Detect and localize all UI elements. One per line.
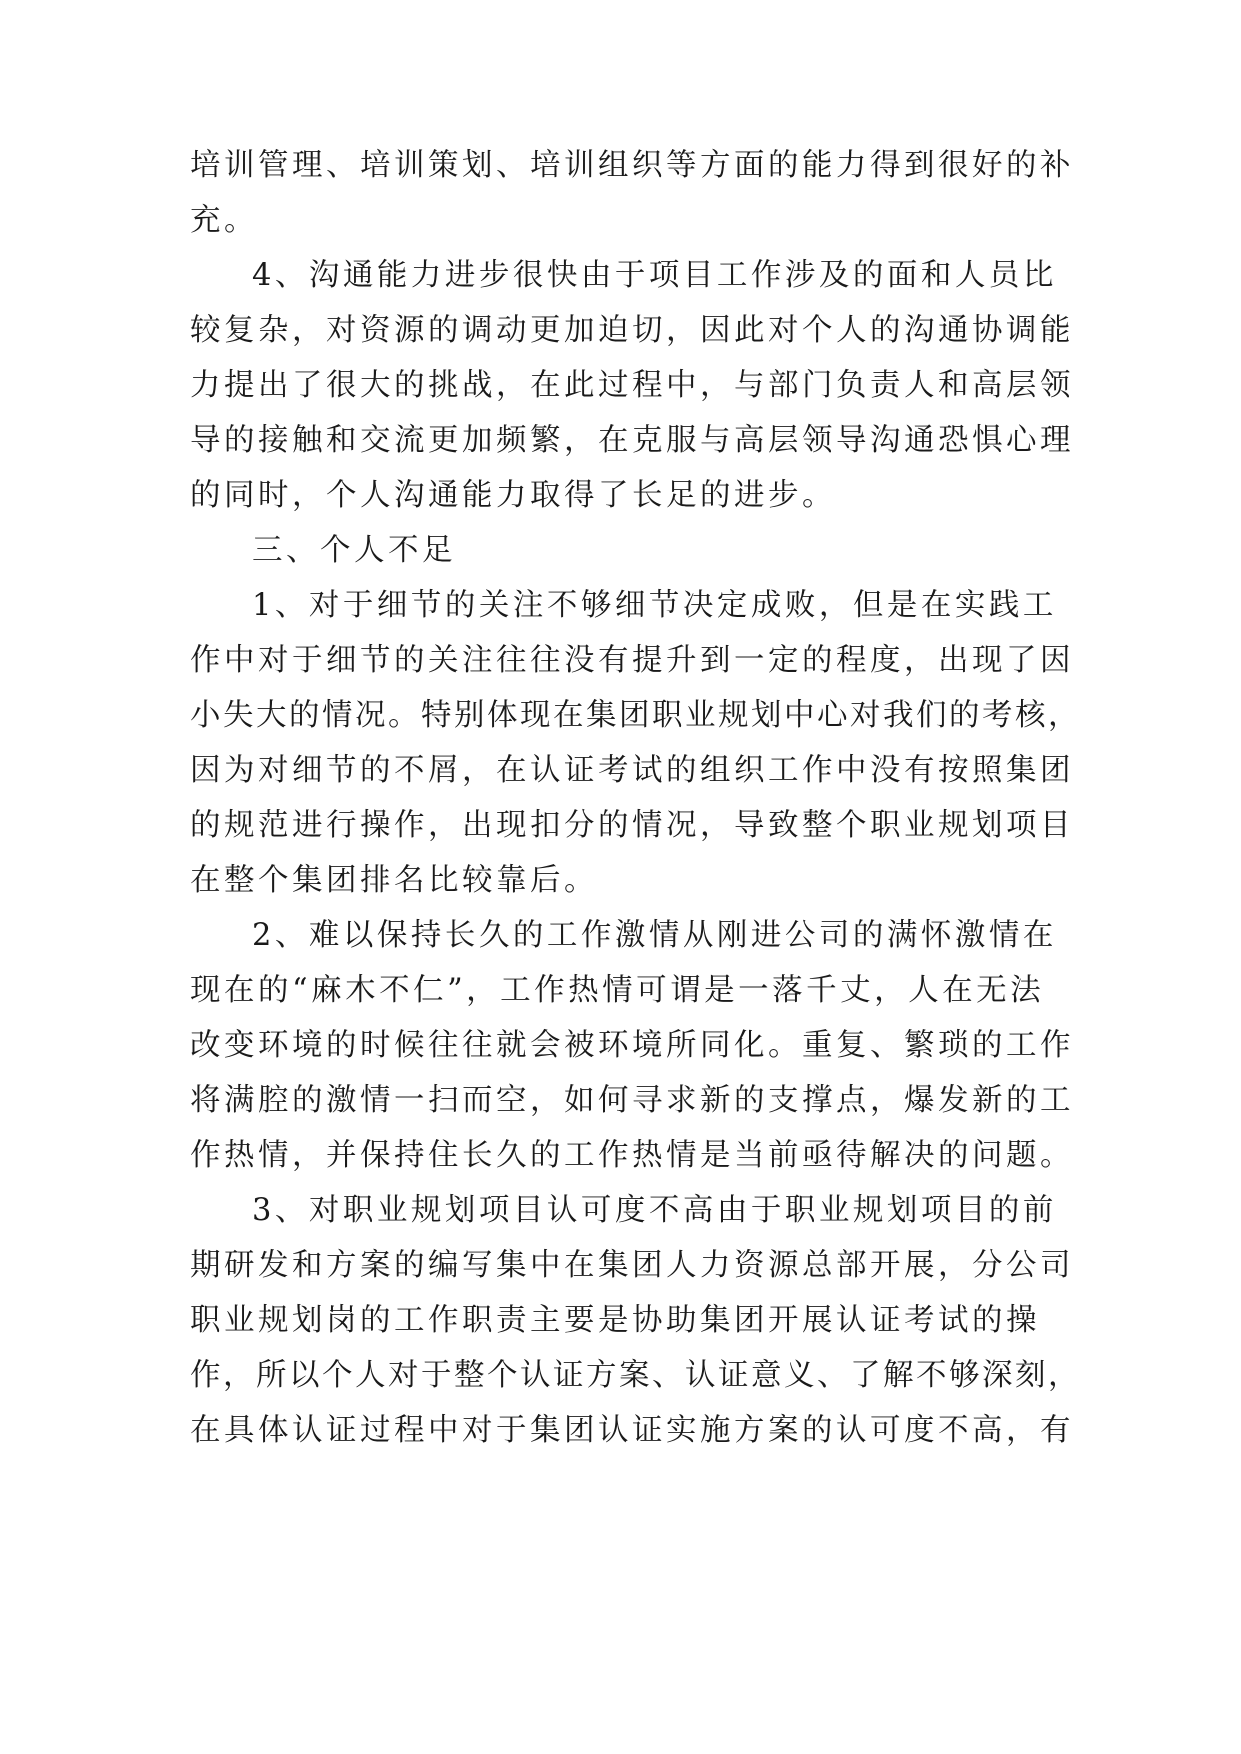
text-line: 在具体认证过程中对于集团认证实施方案的认可度不高，有: [190, 1413, 1074, 1448]
text-line: 现在的“麻木不仁”，工作热情可谓是一落千丈，人在无法: [190, 973, 1045, 1008]
text-line: 较复杂，对资源的调动更加迫切，因此对个人的沟通协调能: [190, 313, 1074, 348]
text-line: 在整个集团排名比较靠后。: [190, 863, 598, 898]
text-line: 因为对细节的不屑，在认证考试的组织工作中没有按照集团: [190, 753, 1074, 788]
paragraph-start-line: 2、难以保持长久的工作激情从刚进公司的满怀激情在: [252, 918, 1057, 953]
text-line: 的规范进行操作，出现扣分的情况，导致整个职业规划项目: [190, 808, 1074, 843]
text-line: 期研发和方案的编写集中在集团人力资源总部开展，分公司: [190, 1248, 1074, 1283]
text-line: 的同时，个人沟通能力取得了长足的进步。: [190, 478, 836, 513]
paragraph-start-line: 1、对于细节的关注不够细节决定成败，但是在实践工: [252, 588, 1057, 623]
text-line: 职业规划岗的工作职责主要是协助集团开展认证考试的操: [190, 1303, 1040, 1338]
text-line: 充。: [190, 203, 258, 238]
text-line: 作，所以个人对于整个认证方案、认证意义、了解不够深刻，: [190, 1358, 1081, 1393]
text-line: 改变环境的时候往往就会被环境所同化。重复、繁琐的工作: [190, 1028, 1074, 1063]
text-line: 力提出了很大的挑战，在此过程中，与部门负责人和高层领: [190, 368, 1074, 403]
text-line: 作热情，并保持住长久的工作热情是当前亟待解决的问题。: [190, 1138, 1074, 1173]
text-line: 小失大的情况。特别体现在集团职业规划中心对我们的考核，: [190, 698, 1081, 733]
paragraph-start-line: 4、沟通能力进步很快由于项目工作涉及的面和人员比: [252, 258, 1057, 293]
text-line: 导的接触和交流更加频繁，在克服与高层领导沟通恐惧心理: [190, 423, 1074, 458]
text-line: 作中对于细节的关注往往没有提升到一定的程度，出现了因: [190, 643, 1074, 678]
section-heading: 三、个人不足: [252, 533, 456, 568]
text-line: 将满腔的激情一扫而空，如何寻求新的支撑点，爆发新的工: [190, 1083, 1074, 1118]
text-line: 培训管理、培训策划、培训组织等方面的能力得到很好的补: [190, 148, 1074, 183]
paragraph-start-line: 3、对职业规划项目认可度不高由于职业规划项目的前: [252, 1193, 1057, 1228]
